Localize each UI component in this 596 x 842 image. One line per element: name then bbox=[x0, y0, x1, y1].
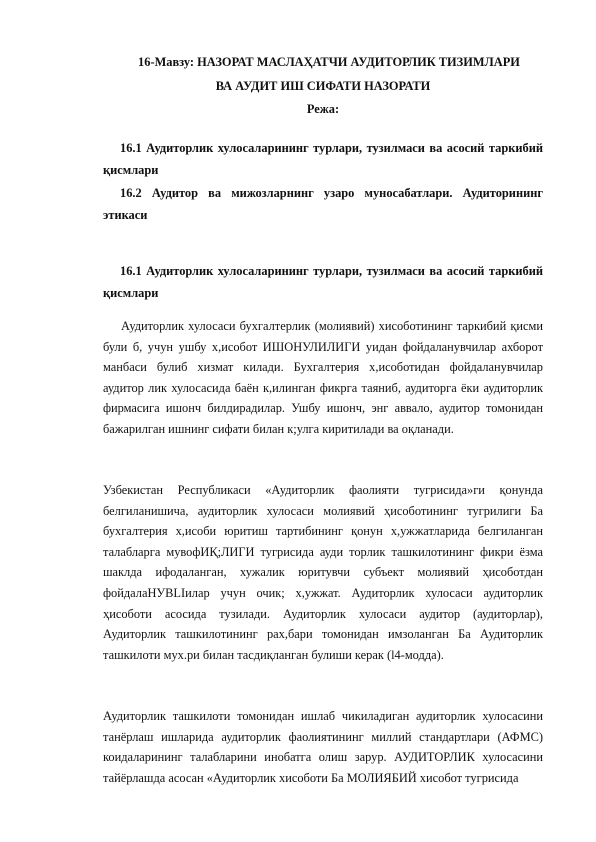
plan-label: Режа: bbox=[306, 102, 340, 116]
body-paragraph-2: Узбекистан Республикаси «Аудиторлик фаолияти тугрисида»ги қонунда белгиланишича, аудиторлик хулосаси молиявий ҳисоботининг тугрилиги Ба бухгалтерия х,исоби юритиш тартибининг қонун х,ужжатларида белгиланган талабларга мувофИҚ;ЛИГИ тугрисида ауди торлик ташкилотининг фикри ёзма шаклда ифодаланган, хужалик юритувчи субъект молиявий ҳисоботдан фойдалаНУВLIилар учун очик; х,ужжат. Аудиторлик хулосаси аудиторлик ҳисоботи асосида тузилади. Аудиторлик хулосаси аудитор (аудиторлар), Аудиторлик ташкилотининг рах,бари томонидан имзоланган Ба Аудиторлик ташкилоти мух.ри билан тасдиқланган булиши керак (l4-модда). bbox=[103, 483, 543, 662]
plan-item-1: 16.1 Аудиторлик хулосаларининг турлари, тузилмаси ва асосий таркибий қисмлари bbox=[103, 141, 543, 177]
plan-item-2: 16.2 Аудитор ва мижозларнинг узаро муносабатлари. Аудиторининг этикаси bbox=[103, 186, 543, 222]
body-paragraph-1: Аудиторлик хулосаси бухгалтерлик (молиявий) хисоботининг таркибий қисми були б, учун ушбу х,исобот ИШОНУЛИЛИГИ уидан фойдаланувчилар ахборот манбаси булиб хизмат килади. Бухгалтерия х,исоботидан фойдаланувчилар аудитор лик хулосасида баён к,илинган фикрга таяниб, аудиторга ёки аудиторлик фирмасига ишонч билдирадилар. Ушбу ишонч, энг аввало, аудитор томонидан бажарилган ишнинг сифати билан к;улга киритилади ва оқланади. bbox=[103, 319, 543, 436]
document-title-line-1: 16-Мавзу: НАЗОРАТ МАСЛАҲАТЧИ АУДИТОРЛИК ТИЗИМЛАРИ bbox=[138, 55, 520, 69]
document-title-line-2: ВА АУДИТ ИШ СИФАТИ НАЗОРАТИ bbox=[215, 79, 431, 93]
section-heading: 16.1 Аудиторлик хулосаларининг турлари, тузилмаси ва асосий таркибий қисмлари bbox=[103, 264, 543, 300]
body-paragraph-3: Аудиторлик ташкилоти томонидан ишлаб чикиладиган аудиторлик хулосасини танёрлаш ишларида аудиторлик фаолиятининг миллий стандартлари (АФМС) коидаларининг талабларини инобатга олиш зарур. АУДИТОРЛИК хулосасини тайёрлашда асосан «Аудиторлик хисоботи Ба МОЛИЯБИЙ хисобот тугрисида bbox=[103, 709, 543, 785]
